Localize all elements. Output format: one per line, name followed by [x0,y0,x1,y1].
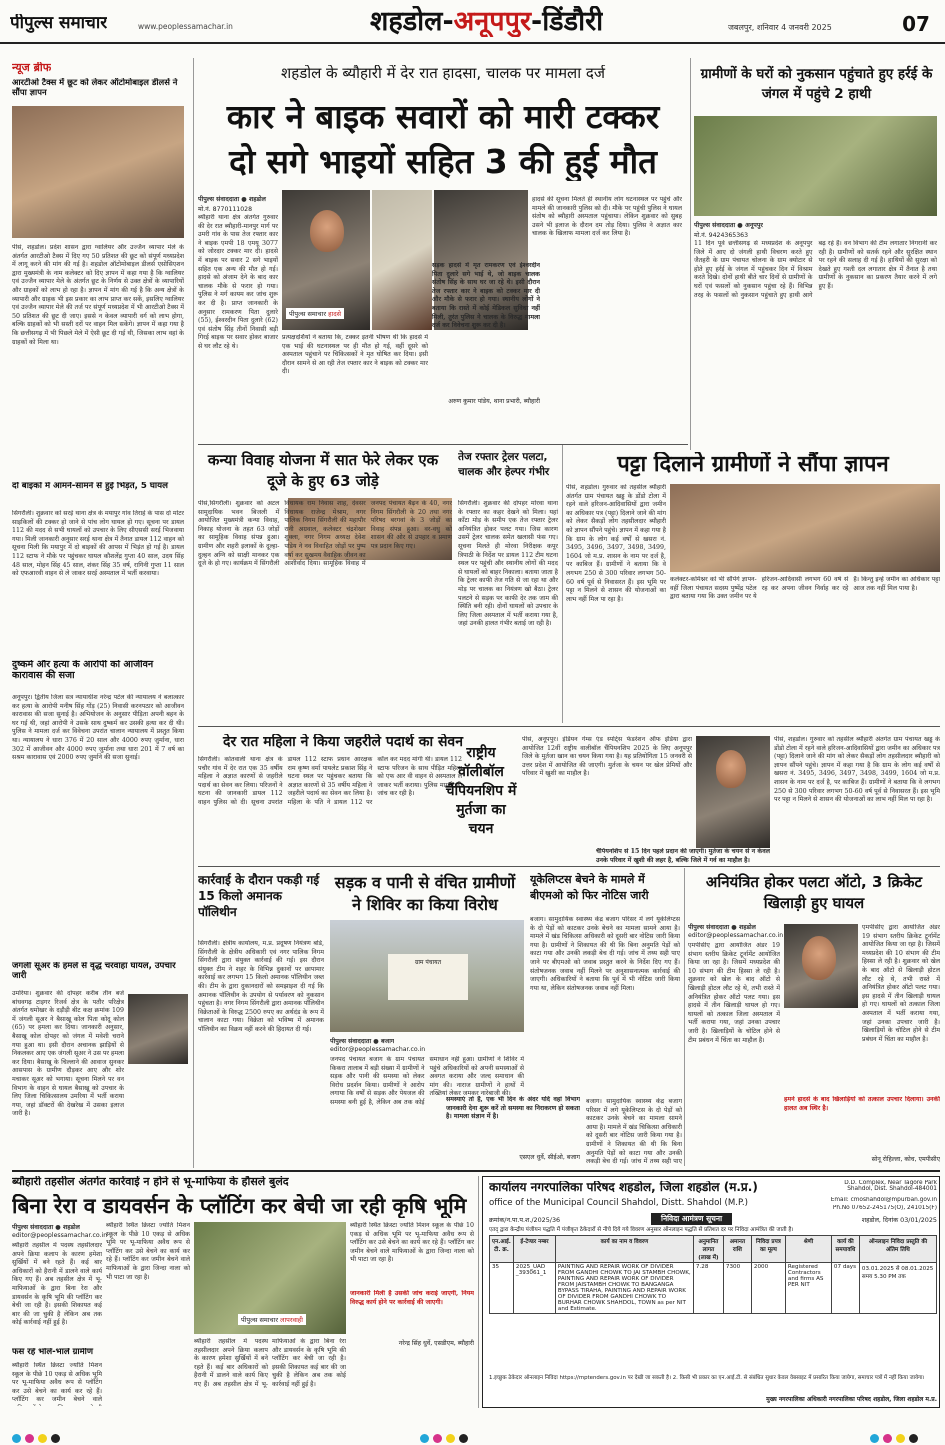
sadak-quote-by: एसएल धुर्वे, सीईओ, बजाग [519,1154,580,1161]
bottom-text: ब्यौहारी तहसील में पदस्थ तहसीलदार अपने क्रिया कलाप के कारण हमेशा सुर्खियों में बने रहते हैं। कई बार अधिकारों को हैरानी में डालने वाले कार्य किए गए हैं। अब तहसील क्षेत्र में भू-माफियाओं के द्वारा बिना रेरा और डायवर्सन के कृषि भूमि की प्लॉटिंग कर बेची जा रही है। इसकी शिकायत कई बार की जा चुकी है लेकिन अब तक कोई कार्रवाई नहीं हुई है। [12,1242,102,1327]
polythene-headline: कार्रवाई के दौरान पकड़ी गई 15 किलो अमानक पॉलिथीन [198,873,320,920]
tender-notice-title: निविदा आमंत्रण सूचना [651,1213,732,1225]
td-class: Registered Contractors and firms AS PER NIT [785,1263,831,1314]
td-cost: 7.28 [693,1263,723,1314]
th-dates: ऑनलाइन निविदा प्रस्तुति की अंतिम तिथि [859,1236,936,1263]
column-divider-5 [478,1176,479,1408]
bottom-quote-by: नरेन्द्र सिंह धुर्वे, एसडीएम, ब्यौहारी [398,1340,474,1347]
page-number: 07 [902,12,930,36]
volley-caption: चैंपियनशिप से 15 दिन पहले प्रदान की जाएगी। मुर्तजा के चयन से न केवल उनके परिवार में खुशी की लहर है, बल्कि जिले में गर्व का माहौल है। [596,848,770,864]
tender-notice [482,1176,940,1408]
yellow-dot-3 [896,1434,905,1443]
patta-text: पीसं, शहडोल। गुरुवार को तहसील ब्यौहारी अंतर्गत ग्राम पंचायत खड्ड के डोंडो टोला में रहने वाले हरिजन-आदिवासियों द्वारा जमीन का अधिकार पत्र (पट्टा) दिलाने जाने की मांग को लेकर सैकड़ों लोग तहसीलदार ब्यौहारी को ज्ञापन सौंपने पहुंचे। ज्ञापन में कहा गया है कि ग्राम के लोग कई वर्षों से खसरा नं. 3495, 3496, 3497, 3498, 3499, 1604 जो म.प्र. शासन के नाम पर दर्ज है, पर काबिज हैं। ग्रामीणों ने बताया कि वे लगभग 250 से 300 परिवार लगभग 50-60 वर्ष पूर्व से निवासरत हैं। इस भूमि पर पट्टा न मिलने से शासन की योजनाओं का लाभ नहीं मिल पा रहा है। [566,484,666,603]
bottom-subhead: फंस रहे भोले-भाले ग्रामीण [12,1348,94,1357]
brief-1-headline: आरटीओ टैक्स में छूट को लेकर ऑटोमोबाइल डीलर्स ने सौंपा ज्ञापन [12,78,178,97]
th-form-cost: निविदा प्रपत्र का मूल्य [751,1236,785,1263]
cyan-dot-3 [870,1434,879,1443]
td-emd: 7300 [723,1263,751,1314]
auto-byline: पीपुल्स संवाददाता ● शहडोल [688,924,756,931]
cyan-dot-2 [420,1434,429,1443]
section-rule-1 [198,444,688,445]
bottom-headline: बिना रेरा व डायवर्सन के प्लॉटिंग कर बेची जा रही कृषि भूमि [12,1194,467,1218]
lead-col3: हादसे की सूचना मिलते ही स्थानीय लोग घटनास्थल पर पहुंचे और मामले की जानकारी पुलिस को दी। मौके पर पहुंची पुलिस ने घायल संतोष को ब्यौहारी अस्पताल पहुंचाया। लेकिन शुक्रवार को सुबह उसने भी इलाज के दौरान दम तोड़ दिया। पुलिस ने अज्ञात कार चालक के खिलाफ मामला दर्ज कर लिया है। [532,196,682,238]
sadak-quote-box [446,1096,580,1166]
elephants-headline: ग्रामीणों के घरों को नुकसान पहुंचाते हुए हर्रई के जंगल में पहुंचे 2 हाथी [700,66,933,103]
polythene-text: सिंगरौली। क्षेत्रीय कार्यालय, म.प्र. प्रदूषण नियंत्रण बोर्ड, सिंगरौली के क्षेत्रीय अधिकारी एवं नगर पालिक निगम सिंगरौली द्वारा संयुक्त कार्रवाई की गई। इस दौरान संयुक्त टीम ने शहर के विभिन्न दुकानों पर छापामार कार्रवाई कर लगभग 15 किलो अमानक पॉलिथीन जब्त की। टीम के द्वारा दुकानदारों को समझाइश दी गई कि अमानक पॉलिथीन के उपयोग से पर्यावरण को नुकसान पहुंचता है। नगर निगम सिंगरौली द्वारा अमानक पॉलिथीन विक्रेताओं के विरुद्ध 2500 रुपए का अर्थदंड के रूप में चालान काटा गया। विक्रेता को भविष्य में अमानक पॉलिथीन का विक्रय नहीं करने की हिदायत दी गई। [198,940,324,1033]
player-face-2 [802,936,836,980]
th-emd: अमानत राशि [723,1236,751,1263]
brief-3-headline: दुष्कर्म और हत्या के आरोपी को आजीवन कारावास की सजा [12,660,154,681]
brief-1-photo [12,106,184,238]
section-rule-3 [198,866,940,867]
sadak-email: editor@peoplessamachar.co.in [330,1046,426,1053]
protest-sign-text: ग्राम पंचायत [414,959,442,966]
lead-col1: ब्यौहारी थाना क्षेत्र अंतर्गत गुरुवार की देर रात ब्यौहारी-मानपुर मार्ग पर उमरी गांव के पास तेज रफ्तार कार ने बाइक एमपी 18 एमयू 3077 को जोरदार टक्कर मार दी। हादसे में बाइक पर सवार 2 सगे भाइयों सहित एक अन्य की मौत हो गई। हादसे को अंजाम देने के बाद कार चालक मौके से फरार हो गया। पुलिस ने मर्ग कायम कर जांच शुरू कर दी है। प्राप्त जानकारी के अनुसार रामकरण पिता दुलारे (55), ईश्वरदीन पिता दुलारे (62) एवं संतोष सिंह तीनों निवासी बड़ी गिरई बाइक पर सवार होकर बाजार से घर लौट रहे थे। [198,214,278,350]
lead-photo-2 [372,190,432,330]
td-tender-no: 2025_UAD _393061_1 [513,1263,555,1314]
sadak-byline: पीपुल्स संवाददाता ● बजाग [330,1038,395,1045]
bottom-email: editor@peoplessamachar.co.in [12,1232,108,1239]
masthead-website: www.peoplessamachar.in [138,22,233,31]
auto-headline: अनियंत्रित होकर पलटा ऑटो, 3 क्रिकेट खिलाड़ी हुए घायल [705,873,923,912]
photo-stamp-logo: पीपुल्स समाचार [289,310,326,318]
tender-table-row [490,1263,937,1314]
th-cost: अनुमानित लागत (लाख में) [693,1236,723,1263]
masthead-logo: पीपुल्स समाचार [10,14,108,33]
eucalyptus-text: बजाग। सामुदायिक स्वास्थ्य केंद्र बजाग परिसर में लगे यूकेलिप्टस के दो पेड़ों को काटकर उनके बेचने का मामला सामने आया है। मामले में खंड चिकित्सा अधिकारी को दूसरी बार नोटिस जारी किया गया है। ग्रामीणों ने शिकायत की थी कि बिना अनुमति पेड़ों को काटा गया और उनकी लकड़ी बेच दी गई। जांच में तथ्य सही पाए जाने पर बीएमओ को जवाब प्रस्तुत करने के निर्देश दिए गए हैं। संतोषजनक जवाब नहीं मिलने पर अनुशासनात्मक कार्रवाई की जाएगी। अधिकारियों ने बताया कि पूर्व में भी नोटिस जारी किया गया था, लेकिन संतोषजनक जवाब नहीं मिला। [530,916,680,992]
brief-2-headline: दो बाइकों में आमने-सामने से हुई भिड़ंत, 5 घायल [12,482,168,491]
lead-mobile: मो.नं. 8770111028 [198,206,253,213]
column-divider-2 [690,58,691,450]
elephants-photo [694,116,937,216]
tender-table [489,1235,937,1314]
sadak-photo [330,920,524,1032]
tender-signature: मुख्य नगरपालिका अधिकारी नगरपालिका परिषद शहडोल, जिला शहडोल म.प्र. [766,1396,937,1403]
bottom-byline: पीपुल्स संवाददाता ● शहडोल [12,1224,80,1231]
player-face [716,750,746,788]
bottom-text-4: ब्यौहारी तहसील में पदस्थ तहसीलदार अपने क्रिया कलाप के कारण हमेशा सुर्खियों में बने रहते हैं। कई बार अधिकारों को हैरानी में डालने वाले कार्य किए गए हैं। अब तहसील क्षेत्र में भू-माफियाओं के द्वारा बिना रेरा और डायवर्सन के कृषि भूमि की प्लॉटिंग कर बेची जा रही है। इसकी शिकायत कई बार की जा चुकी है लेकिन अब तक कोई कार्रवाई नहीं हुई है। [194,1338,346,1388]
black-dot [51,1434,60,1443]
tender-phone: Ph.No 07652-245175(O), 241015(F) [832,1205,937,1211]
sadak-headline: सड़क व पानी से वंचित ग्रामीणों ने शिविर का किया विरोध [334,873,516,914]
registration-marks-right [870,1428,922,1445]
black-dot-2 [459,1434,468,1443]
bottom-photo-stamp-logo: पीपुल्स समाचार [241,1316,278,1324]
bottom-text-3: ब्यौहारी स्थित क्रिस्टा ज्योति मिशन स्कूल के पीछे 10 एकड़ से अधिक भूमि पर भू-माफिया अवैध रूप से प्लॉटिंग कर उसे बेचने का कार्य कर रहे हैं। प्लॉटिंग कर जमीन बेचने वाले माफियाओं के द्वारा जिन्दा नाला को भी पाटा जा रहा है। [106,1222,190,1281]
brief-4-headline: जंगली सूअर के हमले से वृद्ध चरवाहा घायल, उपचार जारी [12,962,176,981]
elephants-text: 11 दिन पूर्व छत्तीसगढ़ से मध्यप्रदेश के अनूपपुर जिले में आए दो जंगली हाथी विचरण करते हुए जैतहरी के ग्राम पंचायत चोलना के ग्राम क्योटार से होते हुए हर्रई के जंगल में पहुंचकर दिन में विश्राम करते दिखे। दोनों हाथी बीते चार दिनों से ग्रामीणों के घरों एवं फसलों को नुकसान पहुंचा रहे हैं। विभिन्न तरह के फसलों को नुकसान पहुंचाते हुए हाथी आगे बढ़ रहे हैं। वन विभाग की टीम लगातार निगरानी कर रही है। ग्रामीणों को सतर्क रहने और सुरक्षित स्थान पर रहने की सलाह दी गई है। हाथियों की सुरक्षा को देखते हुए गश्ती दल लगातार क्षेत्र में तैनात है तथा ग्रामीणों के नुकसान का प्रकरण तैयार करने में लगे हुए हैं। [694,240,937,299]
lead-quote: सड़क हादसे में मृत रामकरण एवं ईश्वरदीन पिता दुलारे सगे भाई थे, जो बाइक चालक संतोष सिंह के साथ घर जा रहे थे। इसी दौरान तेज रफ्तार कार ने बाइक को टक्कर मार दी और मौके से फरार हो गया। स्थानीय लोगों ने बताया कि रास्ते में कोई मेडिकल सुविधा नहीं मिली, तुरंत पुलिस ने चालक के विरुद्ध मामला दर्ज कर विवेचना शुरू कर दी है। [432,262,540,330]
tender-intro: एतद् द्वारा केन्द्रीय पंजीयन पद्धति में पंजीकृत ठेकेदारों से नीचे दिये गये विवरण अनुसार ऑनलाइन पद्धति से प्रतिशत दर पर निविदा आमंत्रित की जाती है। [489,1227,794,1233]
th-work: कार्य का नाम व विवरण [555,1236,693,1263]
bottom-photo-stamp-place: लापरवाही [280,1316,303,1324]
brief-3-text: अनूपपुर। द्वितीय जिला सत्र न्यायाधीश नरेन्द्र पटेल की न्यायालय ने बलात्कार कर हत्या के आरोपी मनीष सिंह गोंड़ (25) निवासी करनपठार को आजीवन कारावास की सजा सुनाई है। अभियोजन के अनुसार पीड़िता अपनी बहन के घर गई थी, जहां आरोपी ने उसके साथ दुष्कर्म कर उसकी हत्या कर दी थी। पुलिस ने मामला दर्ज कर विवेचना उपरांत चालान न्यायालय में प्रस्तुत किया था। न्यायालय ने धारा 376 में 20 साल और 4000 रुपए जुर्माना, धारा 302 में आजीवन और 4000 रुपए जुर्माना तथा धारा 201 में 7 वर्ष का सश्रम कारावास एवं 2000 रुपए जुर्माने की सजा सुनाई। [12,694,184,762]
tender-note: 1.इच्छुक ठेकेदार ऑनलाइन निविदा https://mptenders.gov.in पर देखी जा सकती है। 2. किसी भी प्रकार का एन.आई.टी. से संबंधित सुधार केवल वेबसाइट में प्रसारित किया जायेगा, समाचार पत्रों में नहीं किया जायेगा। [489,1375,925,1381]
tender-address: D.D. Complex, Near Tagore Park Shahdol, Dist. Shahdol-484001 [844,1180,937,1192]
td-period: 07 days [831,1263,859,1314]
volley-text: पीसं, अनूपपुर। इंडियन गेम्स एंड स्पोर्ट्स फेडरेशन ऑफ इंडिया द्वारा आयोजित 12वीं राष्ट्रीय वालीबॉल चैंपियनशिप 2025 के लिए अनूपपुर जिले के मुर्तजा खान का चयन किया गया है। यह प्रतियोगिता 15 जनवरी से उत्तर प्रदेश में आयोजित की जाएगी। मुर्तजा के चयन पर खेल प्रेमियों और परिवार में खुशी का माहौल है। [522,736,692,778]
yellow-dot-2 [446,1434,455,1443]
volley-headline: राष्ट्रीय वॉलीबॉल चैंपियनशिप में मुर्तजा का चयन [445,745,517,837]
bottom-kicker: ब्यौहारी तहसील अंतर्गत कार्रवाई न होने से भू-माफिया के हौसले बुलंद [12,1176,289,1188]
bottom-photo [194,1222,346,1334]
elephants-byline: पीपुल्स संवाददाता ● अनूपपुर [694,222,763,229]
trailer-headline: तेज रफ्तार ट्रेलर पलटा, चालक और हेल्पर गंभीर [458,451,550,478]
newsbrief-column [12,62,189,1062]
lead-quote-box [432,262,682,434]
tender-ref: क्रमांक/न.पा.प.श./2025/36 [489,1216,561,1224]
sadak-quote: समस्याएं तो हैं, एक भी दिन के अंदर यदि वहां विभाग जानकारी देना शुरू करें तो समस्या का निराकरण हो सकता है। मामला संज्ञान में है। [446,1096,580,1121]
magenta-dot-3 [883,1434,892,1443]
kanya-headline: कन्या विवाह योजना में सात फेरे लेकर एक दूजे के हुए 63 जोड़े [207,451,439,490]
bottom-text-5: ब्यौहारी स्थित क्रिस्टा ज्योति मिशन स्कूल के पीछे 10 एकड़ से अधिक भूमि पर भू-माफिया अवैध रूप से प्लॉटिंग कर उसे बेचने का कार्य कर रहे हैं। प्लॉटिंग कर जमीन बेचने वाले माफियाओं के द्वारा जिन्दा नाला को भी पाटा जा रहा है। [350,1222,474,1264]
title-anuppur: अनूपपुर [453,6,531,37]
yellow-dot [38,1434,47,1443]
section-rule-4 [12,1170,940,1172]
trailer-text: सिंगरौली। शुक्रवार की दोपहर मोरवा थाना के रफ्तार का कहर देखने को मिला। यहां काँटा मोड़ के समीप एक तेज रफ्तार ट्रेलर अनियंत्रित होकर पलट गया। जिस कारण उसमें ट्रेलर चालक समेत खलासी फंस गए। सूचना मिलते ही मोरवा निरीक्षक कपूर त्रिपाठी के निर्देश पर डायल 112 टीम घटना स्थल पर पहुंची और स्थानीय लोगों की मदद से घायलों को बाहर निकाला। बताया जाता है कि ट्रेलर काफी तेज गति से जा रहा था और मोड़ पर चालक का नियंत्रण खो बैठा। ट्रेलर पलटने से सड़क पर काफी देर तक जाम की स्थिति बनी रही। दोनों घायलों को उपचार के लिए जिला अस्पताल में भर्ती कराया गया है, जहां उनकी हालत गंभीर बताई जा रही है। [458,500,558,628]
masthead [0,0,945,44]
section-rule-2 [198,726,940,727]
title-shahdol: शहडोल- [370,6,454,37]
eucalyptus-text-2: बजाग। सामुदायिक स्वास्थ्य केंद्र बजाग परिसर में लगे यूकेलिप्टस के दो पेड़ों को काटकर उनके बेचने का मामला सामने आया है। मामले में खंड चिकित्सा अधिकारी को दूसरी बार नोटिस जारी किया गया है। ग्रामीणों ने शिकायत की थी कि बिना अनुमति पेड़ों को काटा गया और उनकी लकड़ी बेच दी गई। जांच में तथ्य सही पाए [586,1098,682,1166]
magenta-dot-2 [433,1434,442,1443]
patta-continued: पीसं, शहडोल। गुरुवार को तहसील ब्यौहारी अंतर्गत ग्राम पंचायत खड्ड के डोंडो टोला में रहने वाले हरिजन-आदिवासियों द्वारा जमीन का अधिकार पत्र (पट्टा) दिलाने जाने की मांग को लेकर सैकड़ों लोग तहसीलदार ब्यौहारी को ज्ञापन सौंपने पहुंचे। ज्ञापन में कहा गया है कि ग्राम के लोग कई वर्षों से खसरा नं. 3495, 3496, 3497, 3498, 3499, 1604 जो म.प्र. शासन के नाम पर दर्ज है, पर काबिज हैं। ग्रामीणों ने बताया कि वे लगभग 250 से 300 परिवार लगभग 50-60 वर्ष पूर्व से निवासरत हैं। इस भूमि पर पट्टा न मिलने से शासन की योजनाओं का लाभ नहीं मिल पा रहा है। [774,736,940,804]
tender-table-header [490,1236,937,1263]
volley-photo [696,736,770,848]
sadak-text: जनपद पंचायत बजाग के ग्राम पंचायत किकरा तालाब में बड़ी संख्या में ग्रामीणों ने सड़क और पानी की समस्या को लेकर विरोध प्रदर्शन किया। ग्रामीणों ने आरोप लगाया कि वर्षों से सड़क और पेयजल की समस्या बनी हुई है, लेकिन अब तक कोई समाधान नहीं हुआ। ग्रामीणों ने शिविर में पहुंचे अधिकारियों को अपनी समस्याओं से अवगत कराया और जल्द समाधान की मांग की। नाराज ग्रामीणों ने हाथों में तख्तियां लेकर जमकर नारेबाजी की। [330,1056,524,1106]
patta-headline: पट्टा दिलाने ग्रामीणों ने सौंपा ज्ञापन [617,452,889,477]
td-work: PAINTING AND REPAIR WORK OF DIVIDER FROM GANDHI CHOWK TO JAI STAMBH CHOWK, PAINTING AND REPAIR WORK OF DIVIDER FROM JAISTAMBH CHOWK TO BANGANGA BYPASS TIRAHA, PAINTING AND REPAIR WORK OF DIVIDER FROM GANDHI CHOWK TO BURHAR CHOWK SHAHDOL, TOWN as per NIT and Estimate. [555,1263,693,1314]
auto-quote: हमने हादसे के बाद खिलाड़ियों को तत्काल उपचार दिलाया। उनकी हालत अब स्थिर है। [784,1096,940,1112]
column-divider-4 [684,868,685,1166]
bottom-text-2: ब्यौहारी स्थित क्रिस्टा ज्योति मिशन स्कूल के पीछे 10 एकड़ से अधिक भूमि पर भू-माफिया अवैध रूप से प्लॉटिंग कर उसे बेचने का कार्य कर रहे हैं। प्लॉटिंग कर जमीन बेचने वाले [12,1362,102,1404]
elephants-mobile: मो.नं. 9424365363 [694,232,749,239]
th-class: श्रेणी [785,1236,831,1263]
brief-4-photo [128,994,188,1064]
th-period: कार्य की समयावधि [831,1236,859,1263]
lead-byline: पीपुल्स संवाददाता ● शहडोल [198,196,266,203]
patta-photo [670,484,940,572]
registration-marks-center [420,1428,472,1445]
victim-face [310,210,344,252]
protest-sign [388,954,468,1000]
masthead-title [370,6,603,37]
auto-photo [784,924,858,1008]
title-dindori: -डिंडौरी [530,6,604,37]
eucalyptus-headline: यूकेलिप्टस बेचने के मामले में बीएमओ को फिर नोटिस जारी [530,873,649,902]
lead-quote-by: अरुण कुमार पांडेय, थाना प्रभारी, ब्यौहारी [448,398,540,405]
column-divider-3 [562,445,563,723]
masthead-dateline: जबलपुर, शनिवार 4 जनवरी 2025 [728,23,832,32]
brief-4-text: उमरिया। शुक्रवार की दोपहर करीब तीन बजे बांधवगढ़ टाइगर रिजर्व क्षेत्र के पतौर परिक्षेत्र अंतर्गत धमोखर के दड़ौड़ी बीट कक्ष क्रमांक 109 में जंगली सूअर ने बैसाखू कोल पिता कोदू कोल (65) पर हमला कर दिया। जानकारी अनुसार, बैसाखू कोल दोपहर को जंगल में मवेशी चराने गया हुआ था। इसी दौरान अचानक झाड़ियों से निकलकर आए एक जंगली सूअर ने उस पर हमला कर दिया। बैसाखू के चिल्लाने की आवाज सुनकर आसपास के ग्रामीण दौड़कर आए और शोर मचाकर सूअर को भगाया। सूचना मिलने पर वन विभाग के वाहन से घायल बैसाखू को उपचार के लिए जिला चिकित्सालय उमरिया में भर्ती कराया गया, जहां डॉक्टरों की देखरेख में उसका इलाज जारी है। [12,990,124,1118]
lead-headline-2: दो सगे भाइयों सहित 3 की हुई मौत [229,143,657,181]
column-divider [193,58,194,1168]
dahej-headline: देर रात महिला ने किया जहरीले पदार्थ का सेवन [223,734,463,750]
tender-office-en: office of the Municipal Council Shahdol, Distt. Shahdol (M.P.) [489,1198,748,1208]
bottom-quote: जानकारी मिली है उसकी जांच कराई जाएगी, नियम विरुद्ध कार्य होने पर कार्रवाई की जाएगी। [350,1290,474,1306]
tender-date: शहडोल, दिनांक 03/01/2025 [861,1216,937,1224]
td-nit: 35 [490,1263,514,1314]
dahej-text: सिंगरौली। कोतवाली थाना क्षेत्र के पचौर गांव में देर रात एक 35 वर्षीय महिला ने अज्ञात कारणों से जहरीले पदार्थ का सेवन कर लिया। परिजनों ने घटना की जानकारी डायल 112 वाहन पुलिस को दी। सूचना उपरांत डायल 112 स्टाफ प्रधान आरक्षक राम कृष्ण वर्मा पायलेट प्रकाश सिंह ने घटना स्थल पर पहुंचकर बताया कि अज्ञात कारणों से 35 वर्षीय महिला ने जहरीले पदार्थ का सेवन कर लिया है। महिला के पति ने डायल 112 पर कॉल कर मदद मांगी थी। डायल 112 स्टाफ परिजन के साथ पीड़ित महिला को एफ आर वी वाहन से अस्पताल ले जाकर भर्ती कराया। पुलिस मामले की जांच कर रही है। [198,756,462,806]
patta-caption: कलेक्टर-कमिश्नर को भी सौंपेंगे ज्ञापन- वहीं जिला पंचायत सदस्य पुष्पेंद्र पटेल द्वारा बताया गया कि उक्त जमीन पर ये हरिजन-आदिवासी लगभग 60 वर्ष से रह कर अपना जीवन निर्वाह कर रहे हैं। किन्तु इन्हें जमीन का अधिकार पट्टा आज तक नहीं मिल पाया है। [670,576,940,601]
registration-marks-left [12,1428,64,1445]
brief-1-text: पीसं, शहडोल। प्रदेश शासन द्वारा ग्वालियर और उज्जैन व्यापार मेले के अंतर्गत आरटीओ टैक्स में दिए गए 50 प्रतिशत की छूट को संपूर्ण मध्यप्रदेश में लागू करने की मांग की गई है। शहडोल ऑटोमोबाइल डीलर्स एसोसिएशन द्वारा मुख्यमंत्री के नाम कलेक्टर को दिए ज्ञापन में कहा गया है कि ग्वालियर एवं उज्जैन व्यापार मेले के अंतर्गत छूट के निर्णय से उक्त क्षेत्रों के व्यापारियों और ग्राहकों को लाभ हो रहा है। ज्ञापन में मांग की गई है कि अन्य क्षेत्रों के व्यापारी और ग्राहक भी इस प्रकार का लाभ प्राप्त कर सकें, इसलिए ग्वालियर एवं उज्जैन व्यापार मेले की तर्ज पर संपूर्ण मध्यप्रदेश में भी आरटीओ टैक्स में 50 प्रतिशत की छूट दी जाए। इससे न केवल व्यापारी वर्ग को लाभ होगा, बल्कि ग्राहकों को भी सस्ती दरों पर वाहन मिल सकेंगे। ज्ञापन में कहा गया है कि छत्तीसगढ़ में भी पिछले मेले में ऐसी छूट दी गई थी, जिसका लाभ वहां के ग्राहकों को मिला था। [12,244,184,346]
magenta-dot [25,1434,34,1443]
auto-email: editor@peoplessamachar.co.in [688,932,784,939]
lead-headline-1: कार ने बाइक सवारों को मारी टक्कर [226,98,660,136]
lead-col2: प्रत्यक्षदर्शियों ने बताया कि, टक्कर इतनी भीषण थी कि हादसे में एक भाई की घटनास्थल पर ही मौत हो गई, वहीं दूसरे को अस्पताल पहुंचाने पर चिकित्सकों ने मृत घोषित कर दिया। इसी दौरान सामने से आ रही तेज रफ्तार कार ने बाइक को टक्कर मार दी। [282,334,428,376]
td-form-cost: 2000 [751,1263,785,1314]
auto-text-2: एमपीसीए द्वारा आयोजित अंडर 19 संभाग स्तरीय क्रिकेट टूर्नामेंट आयोजित किया जा रहा है। जिसमें मध्यप्रदेश की 10 संभाग की टीम हिस्सा ले रही है। शुक्रवार को खेल के बाद ऑटो से खिलाड़ी होटल लौट रहे थे, तभी रास्ते में अनियंत्रित होकर ऑटो पलट गया। इस हादसे में तीन खिलाड़ी घायल हो गए। घायलों को तत्काल जिला अस्पताल में भर्ती कराया गया, जहां उनका उपचार जारी है। खिलाड़ियों के चोटिल होने से टीम प्रबंधन में चिंता का माहौल है। [862,924,940,1043]
auto-quote-by: सोनू रोहिल्ला, कोच, एमपीसीए [871,1156,940,1163]
th-nit: एन.आई. टी. क्र. [490,1236,514,1263]
th-tender-no: ई-टेण्डर नम्बर [513,1236,555,1263]
lead-photo-1 [282,190,370,330]
bottom-photo-stamp [238,1314,306,1325]
brief-2-text: सिंगरौली। शुक्रवार को सरई थाना क्षेत्र के मयापुर गांव तिराहे के पास दो मोटर साइकिलों की टक्कर हो जाने से पांच लोग घायल हो गए। सूचना पर डायल 112 की मदद से सभी घायलों को उपचार के लिए सीएससी सरई भिजवाया गया। मिली जानकारी अनुसार सरई थाना क्षेत्र में तैनात डायल 112 वाहन को सूचना मिली कि मयापुर में दो बाइकों की आपस में भिड़ंत हो गई है। डायल 112 स्टाफ ने मौके पर पहुंचकर घायल कौशलेंद्र गुप्ता 40 साल, उदय सिंह 48 साल, मोहन सिंह 45 साल, शंकर सिंह 35 वर्ष, रागिनी गुप्ता 11 साल को एफआरवी वाहन से ले जाकर सरई अस्पताल में भर्ती करवाया। [12,510,184,578]
kanya-text: पीसं,सिंगरौली। शुक्रवार को अटल सामुदायिक भवन बिजली में आयोजित मुख्यमंत्री कन्या विवाह, निकाह योजना के तहत 63 जोड़ों का सामूहिक विवाह संपन्न हुआ। ग्रामीण और शहरी इलाकों के दूल्हा-दुल्हन अग्नि को साक्षी मानकर एक दूजे के हो गए। कार्यक्रम में सिंगरौली विधायक राम निवास शाह, देवसर विधायक राजेन्द्र मेश्राम, नगर पालिक निगम सिंगरौली की महापौर रानी अग्रवाल, कलेक्टर चंद्रशेखर शुक्ला, नगर निगम अध्यक्ष देवेश पांडेय ने नव विवाहित जोड़ों पर पुष्प वर्षा कर सुखमय वैवाहिक जीवन का आशीर्वाद दिया। सामूहिक विवाह में जनपद पंचायत बैढ़न के 40, नगर निगम सिंगरौली के 20 तथा नगर परिषद बरगवां के 3 जोड़ों का विवाह संपन्न हुआ। वर-वधु को शासन की ओर से उपहार व प्रमाण पत्र प्रदान किए गए। [198,500,452,568]
photo-stamp-place: हादसे [328,310,342,318]
tender-email: Email: cmoshahdol@mpurban.gov.in [830,1197,937,1203]
cyan-dot [12,1434,21,1443]
td-dates: 03.01.2025 से 08.01.2025 समय 5.30 PM तक [859,1263,936,1314]
auto-text: एमपीसीए द्वारा आयोजित अंडर 19 संभाग स्तरीय क्रिकेट टूर्नामेंट आयोजित किया जा रहा है। जिसमें मध्यप्रदेश की 10 संभाग की टीम हिस्सा ले रही है। शुक्रवार को खेल के बाद ऑटो से खिलाड़ी होटल लौट रहे थे, तभी रास्ते में अनियंत्रित होकर ऑटो पलट गया। इस हादसे में तीन खिलाड़ी घायल हो गए। घायलों को तत्काल जिला अस्पताल में भर्ती कराया गया, जहां उनका उपचार जारी है। खिलाड़ियों के चोटिल होने से टीम प्रबंधन में चिंता का माहौल है। [688,942,780,1044]
lead-kicker: शहडोल के ब्यौहारी में देर रात हादसा, चालक पर मामला दर्ज [281,65,605,82]
photo-stamp [286,308,344,319]
tender-office: कार्यालय नगरपालिका परिषद शहडोल, जिला शहडोल (म.प्र.) [489,1181,758,1194]
newsbrief-label: न्यूज ब्रीफ [12,62,52,74]
black-dot-3 [909,1434,918,1443]
